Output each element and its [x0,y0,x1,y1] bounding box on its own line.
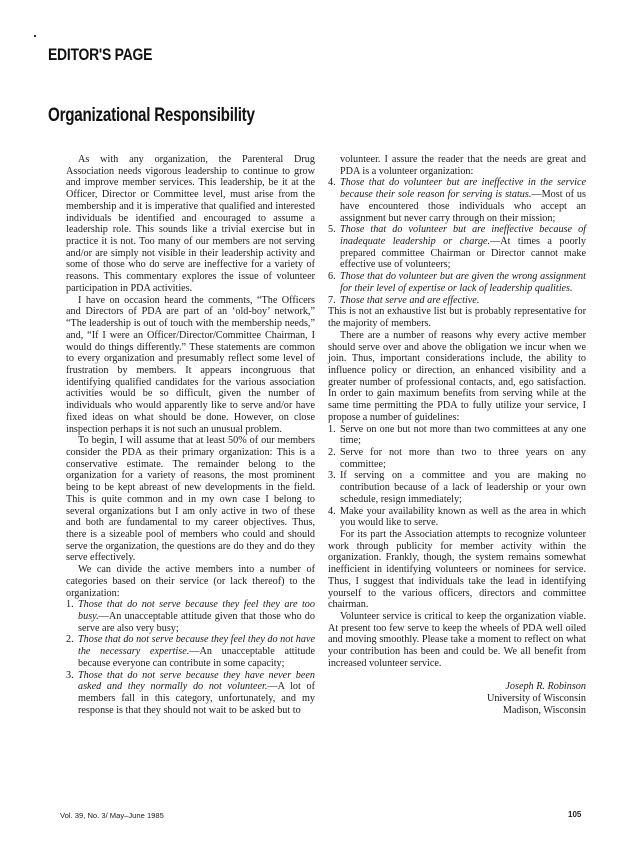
paragraph-association: For its part the Association attempts to recognize volunteer work through publicity for member activity within the organization. Frankly, though, the system remains somewhat inefficient in identifying volunteers or nominees for service. Thus, I suggest that individuals take the lead in identifying yourself to the various officers, directors and committee chairman. [328,529,586,611]
category-heading: Those that do volunteer but are given the wrong assignment for their level of expertise or lack of leadership qualities. [340,271,586,294]
section-label: EDITOR'S PAGE [48,45,153,64]
category-heading: Those that do not serve because they feel they do not have the necessary expertise. [78,634,315,658]
right-column [328,154,586,717]
article-title: Organizational Responsibility [48,105,255,126]
category-heading: Those that do not serve because they feel they are too busy. [78,599,315,623]
category-item [328,224,586,271]
journal-citation: Vol. 39, No. 3/ May–June 1985 [60,811,164,820]
guideline-number: 3. [328,470,336,482]
category-list-continued [328,154,586,306]
category-number: 4. [328,177,336,189]
category-heading: Those that serve and are effective. [340,294,480,306]
category-item [328,271,586,294]
paragraph-membership: To begin, I will assume that at least 50% of our members consider the PDA as their primary organization: This is a conservative estimate. The remainder belong to the organization for a variety of reasons, the most prominent being to be kept abreast of new developments in the field. This is quite common and in my own case I belong to several organizations but I am only active in two of these and both are fundamental to my career objectives. Thus, there is a sizeable pool of members who could and should serve the organization, the questions are do they and do they serve effectively. [66,435,315,564]
category-number: 2. [66,634,74,646]
guideline-list [328,424,586,529]
category-heading: Those that do not serve because they have never been asked and they normally do not volunteer. [78,669,315,693]
paragraph-categories-intro: We can divide the active members into a number of categories based on their service (or lack thereof) to the organization: [66,564,315,599]
paragraph-intro: As with any organization, the Parenteral Drug Association needs vigorous leadership to continue to grow and improve member services. This leadership, be it at the Officer, Director or Committee level, must arise from the membership and it is imperative that qualified and interested individuals be identified and encouraged to assume a leadership role. This sounds like a trivial exercise but in practice it is not. Too many of our members are not serving and/or are simply not visible in their leadership activity and some of those who do serve are ineffective for a variety of reasons. This commentary explores the issue of volunteer participation in PDA activities. [66,154,315,294]
left-column [66,154,315,717]
paragraph-comments: I have on occasion heard the comments, “The Officers and Directors of PDA are part of an ‘old-boy’ network,” “The leadership is out of touch with the membership needs,” and, “If I were an Officer/Director/Committee Chairman, I would do things differently.” These statements are common to every organization and presumably reflect some level of frustration by members. It appears incongruous that identifying qualified candidates for the various association activities would be so difficult, given the number of individuals who would apparently like to serve and/or have fixed ideas on what should be done. However, on close inspection perhaps it is not such an unusual problem. [66,294,315,435]
category-item [328,177,586,224]
category-text: —At times a poorly prepared committee Chairman or Director cannot make effective use of volunteers; [340,236,586,271]
category-item [66,634,315,669]
category-item [66,599,315,634]
print-speck [34,35,36,37]
signature-block [328,681,586,717]
category-number: 3. [66,669,74,681]
author-name: Joseph R. Robinson [505,680,586,692]
guideline-number: 1. [328,423,336,435]
category-number: 1. [66,599,74,611]
guideline-item [328,506,586,529]
guideline-item [328,424,586,447]
category-item [66,670,315,717]
page-number: 105 [568,810,582,819]
guideline-text: Serve for not more than two to three years on any committee; [340,446,586,470]
category-heading: Those that do volunteer but are ineffective because of inadequate leadership or charge. [340,224,586,248]
category-item-continued: volunteer. I assure the reader that the needs are great and PDA is a volunteer organization: [340,154,586,177]
category-number: 6. [328,271,336,283]
author-affiliation: University of Wisconsin [486,692,586,704]
guideline-item [328,447,586,470]
category-heading: Those that do volunteer but are ineffective in the service because their sole reason for serving is status. [340,177,586,201]
guideline-item [328,470,586,505]
guideline-number: 4. [328,505,336,517]
category-text: —Most of us have encountered those individuals who accept an assignment but never carry through on their mission; [340,189,586,224]
category-text: —A lot of members fall in this category, unfortunately, and my response is that they should not wait to be asked but to [78,681,315,716]
category-text: —An unacceptable attitude because everyone can contribute in some capacity; [78,646,316,669]
guideline-text: Serve on one but not more than two committees at any one time; [340,423,586,447]
category-number: 5. [328,224,336,236]
category-number: 7. [328,294,336,306]
category-item [328,295,586,307]
category-text: —An unacceptable attitude given that those who do serve are also very busy; [78,611,315,634]
paragraph-list-note: This is not an exhaustive list but is probably representative for the majority of members. [328,306,586,330]
guideline-number: 2. [328,446,336,458]
author-location: Madison, Wisconsin [502,704,586,716]
paragraph-reasons: There are a number of reasons why every active member should serve over and above the obligation we incur when we join. Thus, important considerations include, the ability to influence policy or direction, an enhanced visibility and a greater number of professional contacts, and, ego satisfaction. In order to gain maximum benefits from serving while at the same time permitting the PDA to fully utilize your service, I propose a number of guidelines: [328,329,586,423]
category-list [66,599,315,716]
paragraph-closing: Volunteer service is critical to keep the organization viable. At present too few serve to keep the wheels of PDA well oiled and moving smoothly. Please take a moment to reflect on what your contribution has been and could be. We all benefit from increased volunteer service. [328,611,586,669]
guideline-text: If serving on a committee and you are making no contribution because of a lack of leadership or your own schedule, resign immediately; [340,470,586,505]
guideline-text: Make your availability known as well as the area in which you would like to serve. [340,505,586,529]
